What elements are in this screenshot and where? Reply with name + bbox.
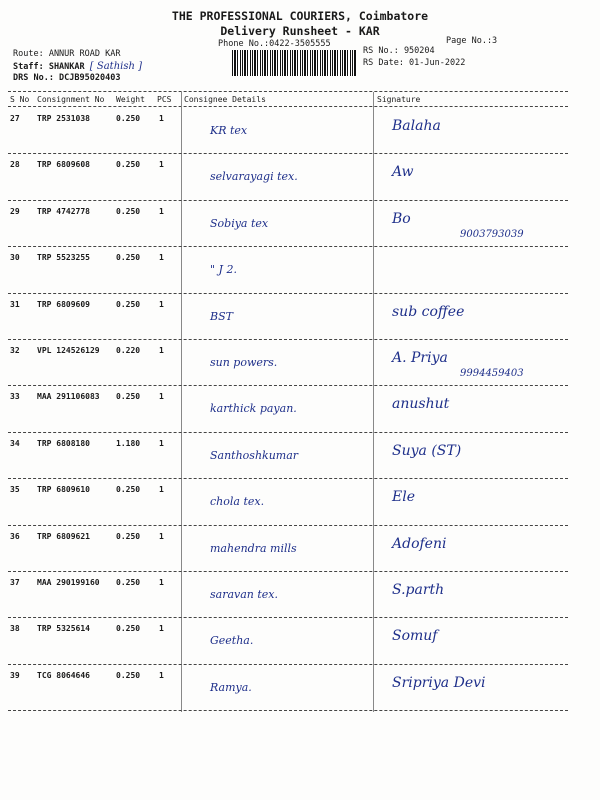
row-signature: A. Priya (392, 350, 448, 366)
row-pcs: 1 (159, 485, 164, 495)
row-weight: 0.250 (116, 160, 141, 170)
row-signature: Adofeni (392, 535, 447, 552)
row-weight: 0.250 (116, 206, 141, 216)
table-row (0, 433, 600, 479)
table-row (0, 572, 600, 618)
staff-name: Staff: SHANKAR (13, 62, 85, 72)
row-weight: 0.250 (116, 531, 141, 541)
row-consignee-handwritten: sun powers. (210, 356, 278, 369)
row-signature: S.parth (392, 582, 445, 598)
runsheet-subtitle: Delivery Runsheet - KAR (220, 24, 380, 38)
row-consignment-no: VPL 124526129 (37, 346, 100, 355)
table-row (0, 108, 600, 154)
row-consignee-handwritten: karthick payan. (210, 402, 297, 416)
row-consignment-no: MAA 291106083 (37, 392, 100, 402)
phone-number: Phone No.:0422-3505555 (218, 39, 331, 49)
col-signature: Signature (377, 95, 421, 104)
row-sno: 37 (10, 578, 20, 587)
header-bottom-rule (8, 106, 568, 107)
row-signature-note: 9003793039 (460, 228, 524, 240)
route-label: Route: ANNUR ROAD KAR (13, 49, 121, 59)
row-consignment-no: TRP 4742778 (37, 206, 90, 216)
row-consignment-no: TRP 6809609 (37, 299, 90, 309)
row-weight: 0.250 (116, 299, 141, 309)
row-consignee-handwritten: Geetha. (210, 634, 254, 648)
row-signature: Bo (392, 210, 411, 227)
staff-label (13, 61, 142, 72)
staff-handwritten-name: [ Sathish ] (89, 61, 142, 72)
table-row (0, 386, 600, 432)
row-signature: sub coffee (392, 303, 465, 320)
row-consignment-no: TCG 8064646 (37, 670, 90, 680)
row-consignee-handwritten: saravan tex. (210, 588, 279, 601)
row-sno: 29 (10, 206, 20, 216)
row-weight: 0.250 (116, 114, 141, 123)
row-sno: 28 (10, 160, 20, 170)
col-weight: Weight (116, 95, 145, 104)
table-row (0, 479, 600, 525)
row-pcs: 1 (159, 206, 164, 216)
row-signature: Balaha (392, 118, 441, 134)
row-consignee-handwritten: Ramya. (210, 680, 252, 694)
row-pcs: 1 (159, 299, 164, 309)
row-sno: 31 (10, 299, 20, 309)
row-consignment-no: TRP 6809621 (37, 531, 90, 541)
row-consignment-no: TRP 5325614 (37, 624, 90, 634)
row-consignee-handwritten: KR tex (210, 124, 248, 137)
row-sno: 36 (10, 531, 20, 541)
row-consignment-no: TRP 5523255 (37, 253, 90, 263)
row-signature: Aw (392, 164, 414, 181)
row-signature: Somuf (392, 628, 438, 645)
row-signature: Sripriya Devi (392, 674, 486, 691)
row-sno: 34 (10, 438, 20, 448)
row-sno: 27 (10, 114, 20, 123)
row-consignment-no: TRP 6809610 (37, 485, 90, 495)
row-consignee-handwritten: selvarayagi tex. (210, 170, 298, 184)
row-rule (8, 710, 568, 711)
row-pcs: 1 (159, 670, 164, 680)
table-row (0, 526, 600, 572)
row-consignee-handwritten: mahendra mills (210, 541, 297, 555)
col-pcs: PCS (157, 95, 172, 104)
runsheet-title: THE PROFESSIONAL COURIERS, Coimbatore (171, 9, 429, 23)
table-row (0, 154, 600, 200)
table-row (0, 340, 600, 386)
row-weight: 0.220 (116, 346, 141, 355)
rs-number: RS No.: 950204 (363, 46, 435, 56)
row-pcs: 1 (159, 160, 164, 170)
row-consignment-no: TRP 6809608 (37, 160, 90, 170)
row-pcs: 1 (159, 531, 164, 541)
table-row (0, 201, 600, 247)
row-weight: 0.250 (116, 253, 141, 263)
row-consignee-handwritten: Sobiya tex (210, 216, 269, 230)
row-pcs: 1 (159, 392, 164, 402)
row-consignment-no: TRP 6808180 (37, 438, 90, 448)
row-pcs: 1 (159, 114, 164, 123)
row-signature: Ele (392, 489, 415, 506)
row-weight: 0.250 (116, 578, 141, 587)
barcode (232, 50, 357, 76)
row-weight: 0.250 (116, 485, 141, 495)
header-top-rule (8, 91, 568, 92)
row-weight: 1.180 (116, 438, 141, 448)
col-sno: S No (10, 95, 30, 104)
row-pcs: 1 (159, 346, 164, 355)
row-weight: 0.250 (116, 392, 141, 402)
col-consignee: Consignee Details (184, 95, 266, 104)
row-sno: 35 (10, 485, 20, 495)
col-consignment: Consignment No (37, 95, 105, 104)
table-row (0, 294, 600, 340)
row-pcs: 1 (159, 253, 164, 263)
row-signature-note: 9994459403 (460, 368, 524, 379)
row-sno: 30 (10, 253, 20, 263)
row-pcs: 1 (159, 624, 164, 634)
row-sno: 33 (10, 392, 20, 402)
rs-date: RS Date: 01-Jun-2022 (363, 58, 466, 68)
row-consignee-handwritten: BST (210, 309, 233, 323)
row-weight: 0.250 (116, 670, 141, 680)
table-row (0, 665, 600, 711)
page-number: Page No.:3 (446, 36, 498, 46)
row-consignment-no: TRP 2531038 (37, 114, 90, 123)
row-pcs: 1 (159, 578, 164, 587)
row-pcs: 1 (159, 438, 164, 448)
row-sno: 39 (10, 670, 20, 680)
row-signature: Suya (ST) (392, 442, 462, 459)
row-consignee-handwritten: chola tex. (210, 495, 265, 509)
table-row (0, 618, 600, 664)
drs-number: DRS No.: DCJB95020403 (13, 73, 121, 83)
row-sno: 38 (10, 624, 20, 634)
row-signature: anushut (392, 396, 450, 413)
row-sno: 32 (10, 346, 20, 355)
row-weight: 0.250 (116, 624, 141, 634)
row-consignee-handwritten: Santhoshkumar (210, 448, 299, 462)
row-consignment-no: MAA 290199160 (37, 578, 100, 587)
table-row (0, 247, 600, 293)
row-consignee-handwritten: " J 2. (210, 263, 237, 277)
